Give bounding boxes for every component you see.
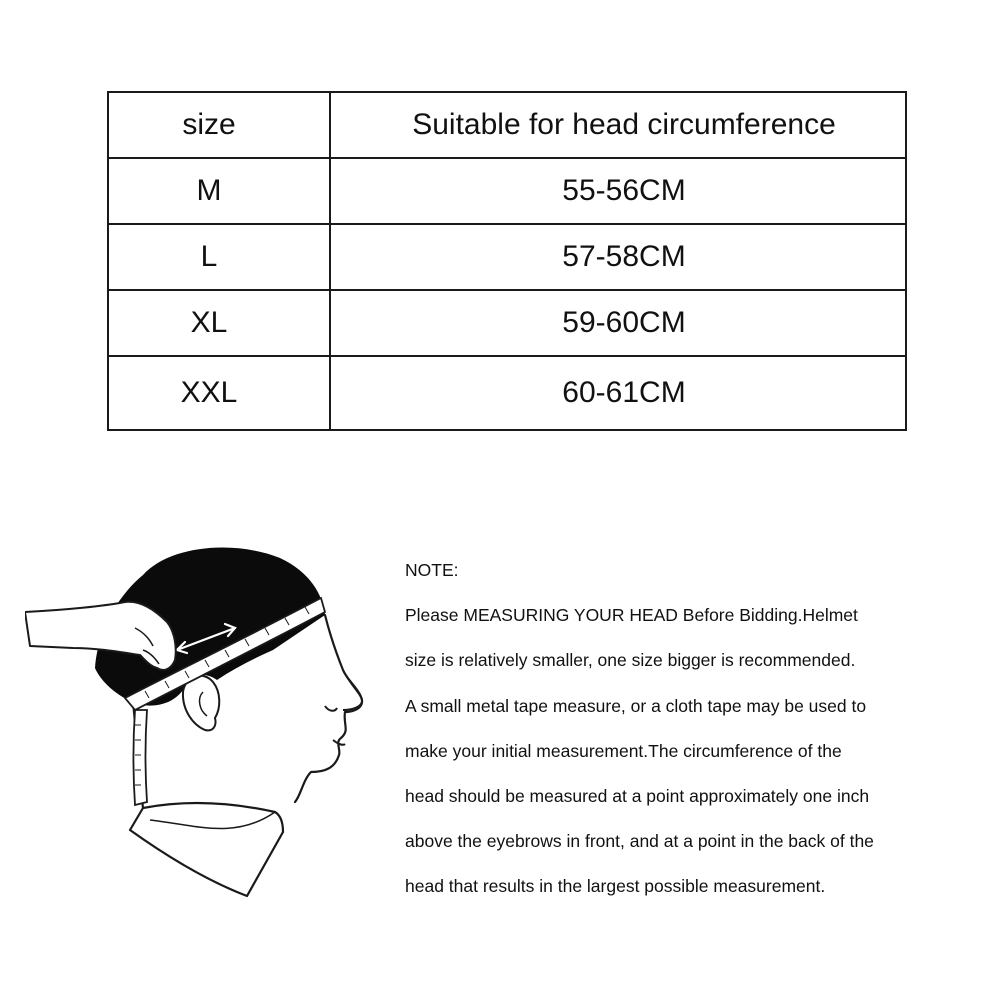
size-header-cell: size — [108, 92, 330, 158]
note-line: head should be measured at a point approximately one inch — [405, 785, 870, 806]
size-cell: L — [108, 224, 330, 290]
note-line: A small metal tape measure, or a cloth tape may be used to — [405, 695, 867, 716]
circumference-header-cell: Suitable for head circumference — [330, 92, 906, 158]
circumference-cell: 59-60CM — [330, 290, 906, 356]
tape-hanging-end — [134, 710, 148, 805]
measurement-note — [405, 556, 975, 918]
table-row — [108, 290, 906, 356]
circumference-cell: 60-61CM — [330, 356, 906, 430]
note-heading: NOTE: — [405, 560, 459, 580]
table-row — [108, 356, 906, 430]
circumference-cell: 57-58CM — [330, 224, 906, 290]
table-header-row — [108, 92, 906, 158]
note-line: head that results in the largest possible measurement. — [405, 876, 826, 897]
table-row — [108, 224, 906, 290]
size-cell: M — [108, 158, 330, 224]
table-row — [108, 158, 906, 224]
size-chart-table — [107, 91, 907, 431]
size-cell: XXL — [108, 356, 330, 430]
circumference-cell: 55-56CM — [330, 158, 906, 224]
note-line: make your initial measurement.The circumference of the — [405, 740, 842, 761]
head-measurement-illustration — [25, 540, 370, 900]
note-line: above the eyebrows in front, and at a point in the back of the — [405, 831, 874, 852]
ear-shape — [183, 676, 219, 731]
note-line: size is relatively smaller, one size bigger is recommended. — [405, 650, 856, 671]
eye-shape — [325, 706, 337, 711]
size-cell: XL — [108, 290, 330, 356]
note-line: Please MEASURING YOUR HEAD Before Bidding.Helmet — [405, 605, 858, 626]
nose-shape — [343, 670, 362, 710]
collar-shape — [130, 803, 283, 896]
